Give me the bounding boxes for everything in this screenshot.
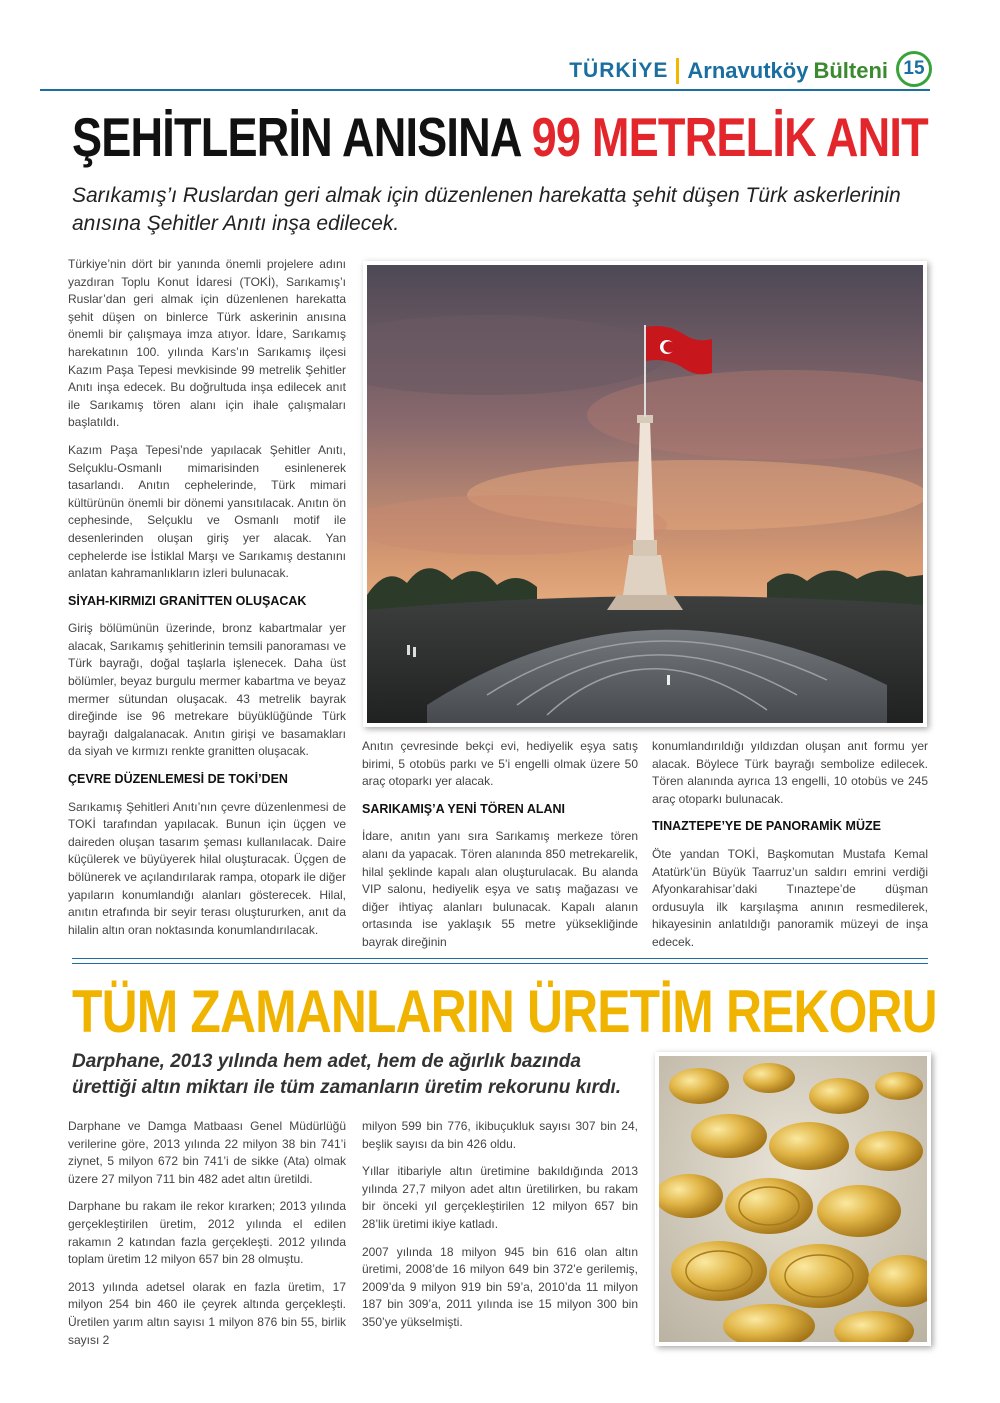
paragraph: Anıtın çevresinde bekçi evi, hediyelik eşya satış birimi, 5 otobüs parkı ve 5’i engelli olmak üzere 50 araç otoparkı yer alacak.: [362, 739, 638, 789]
paragraph: Sarıkamış Şehitleri Anıtı’nın çevre düzenlenmesi de TOKİ tarafından yapılacak. Bunun için üçgen ve daireden oluşan tasarım şeması kullanılacak. Daire küçülerek ve büyüyerek hilal oluşturacak. Üçgen de bölünerek ve açılandırılarak rampa, otopark ile diğer yapıların konumlandığı alanları gösterecek. Hilal, anıtın etrafında bir seyir terası oluştururken, anıt da hilalin altın oran noktasında konumlandırılacak.: [68, 799, 346, 937]
subheading: SARIKAMIŞ’A YENİ TÖREN ALANI: [362, 801, 566, 816]
article1-title: [72, 106, 928, 168]
paragraph: 2013 yılında adetsel olarak en fazla üretim, 17 milyon 254 bin 460 ile çeyrek altında gerçekleşti. Üretilen yarım altın sayısı 1 milyon 876 bin 55, birlik sayısı 2: [68, 1279, 346, 1347]
paragraph: Türkiye’nin dört bir yanında önemli projelere adını yazdıran Toplu Konut İdaresi (TOKİ), Sarıkamış’ı Ruslar’dan geri almak için düzenlenen harekatta şehit düşen on binlerce Türk askerinin anısına önemli bir çalışmaya imza atıyor. İdare, Sarıkamış harekatının 100. yılında Kars’ın Sarıkamış ilçesi Kazım Paşa Tepesi mevkisinde 99 metrelik Şehitler Anıtı inşa edecek. Bu doğrultuda inşa edilecek anıt ile Sarıkamış tören alanı için ihale çalışmaları başlatıldı.: [68, 257, 346, 430]
paragraph: Kazım Paşa Tepesi’nde yapılacak Şehitler Anıtı, Selçuklu-Osmanlı mimarisinden esinlenerek tasarlandı. Anıtın cephelerinde, Türk mimari kültürünün önemli bir dönemi yansıtılacak. Anıtın ön cephesinde, Selçuklu ve Osmanlı motif ile desenlerinden oluşan giriş yer alacak. Yan cephelerde ise İstiklal Marşı ve Sarıkamış destanını anlatan kahramanlıkların izleri bulunacak.: [68, 442, 346, 581]
article1-column-3: [652, 738, 928, 962]
paragraph: konumlandırıldığı yıldızdan oluşan anıt formu yer alacak. Böylece Türk bayrağı sembolize edilecek. Tören alanında ayrıca 13 engelli, 10 otobüs ve 245 araç otoparkı bulunacak.: [652, 739, 928, 806]
article1-title-black: ŞEHİTLERİN ANISINA: [72, 106, 520, 168]
article-divider: [72, 958, 928, 964]
paragraph: Darphane ve Damga Matbaası Genel Müdürlüğü verilerine göre, 2013 yılında 22 milyon 38 bin 741’i ziynet, 5 milyon 672 bin 741’i de sikke (Ata) olmak üzere 27 milyon 711 bin 482 adet altın üretildi.: [68, 1119, 346, 1186]
article1-title-red: 99 METRELİK ANIT: [531, 106, 928, 168]
paragraph: İdare, anıtın yanı sıra Sarıkamış merkeze tören alanı da yapacak. Tören alanında 850 metrekarelik, hilal şeklinde kapalı alan oluşturulacak. Bu alanda VIP salonu, hediyelik eşya ve satış mağazası ve diğer ihtiyaç alanları bulunacak. Kapalı alanın ortasında ise yaklaşık 55 metre yüksekliğinde bayrak direğinin: [362, 829, 638, 949]
header-separator: [676, 58, 679, 84]
article1-column-2: [362, 738, 638, 962]
brand-name-part1: Arnavutköy: [687, 58, 809, 83]
article1-lead: Sarıkamış’ı Ruslardan geri almak için düzenlenen harekatta şehit düşen Türk askerlerinin anısına Şehitler Anıtı inşa edilecek.: [72, 184, 901, 235]
brand-name-part2: Bülteni: [813, 58, 888, 83]
subheading: SİYAH-KIRMIZI GRANİTTEN OLUŞACAK: [68, 593, 307, 608]
page-header: [569, 52, 888, 90]
paragraph: Yıllar itibariyle altın üretimine bakıldığında 2013 yılında 27,7 milyon adet altın üretilirken, bu rakam bir önceki yıl gerçekleştirilen 12 milyon 657 bin 28’lik üretimi ikiye katladı.: [362, 1164, 638, 1231]
paragraph: milyon 599 bin 776, ikibuçukluk sayısı 307 bin 24, beşlik sayısı da bin 426 oldu.: [362, 1119, 638, 1151]
paragraph: Darphane bu rakam ile rekor kırarken; 2013 yılında gerçekleştirilen üretim, 2012 yılında el edilen rakamın 2 katından fazla gerçekleşti. 2012 yılında toplam üretim 12 milyon 657 bin 28 olmuştu.: [68, 1199, 346, 1267]
header-rule: [40, 89, 930, 91]
article2-lead: Darphane, 2013 yılında hem adet, hem de ağırlık bazında ürettiği altın miktarı ile tüm zamanların üretim rekorunu kırdı.: [72, 1051, 622, 1098]
subheading: TINAZTEPE’YE DE PANORAMİK MÜZE: [652, 819, 881, 834]
subheading: ÇEVRE DÜZENLEMESİ DE TOKİ’DEN: [68, 772, 288, 787]
paragraph: Öte yandan TOKİ, Başkomutan Mustafa Kemal Atatürk’ün Büyük Taarruz’un saldırı emrini verdiği Afyonkarahisar’daki Tınaztepe’de düşman ordusuyla ilk karşılaşma anının resmedilerek, hikayesinin anlatıldığı panoramik müzeyi de inşa edecek.: [652, 846, 928, 949]
article1-column-1: [68, 256, 346, 949]
monument-photo: [363, 261, 927, 727]
gold-coins-illustration: [659, 1056, 927, 1342]
paragraph: Giriş bölümünün üzerinde, bronz kabartmalar yer alacak, Sarıkamış şehitlerinin temsili panoraması ve Türk bayrağı, doğal taşlarla işlenecek. Daha üst bölümler, beyaz burgulu mermer kabartma ve beyaz mermer sütundan oluşacak. 43 metrelik bayrak direğinde ise 96 metrekare büyüklüğünde Türk bayrağı dalgalanacak. Anıtın girişi ve basamakları da siyah ve kırmızı renkte granitten oluşacak.: [68, 621, 346, 759]
section-label: TÜRKİYE: [569, 59, 669, 82]
article2-title: TÜM ZAMANLARIN ÜRETİM REKORU: [72, 978, 937, 1045]
gold-coins-photo: [655, 1052, 931, 1346]
article2-column-1: [68, 1118, 346, 1359]
monument-illustration: [367, 265, 923, 723]
article2-column-2: [362, 1118, 638, 1342]
page-number: 15: [896, 51, 932, 87]
paragraph: 2007 yılında 18 milyon 945 bin 616 olan altın üretimi, 2008’de 16 milyon 649 bin 372’e gerilemiş, 2009’da 9 milyon 919 bin 59’a, 2010’da 11 milyon 187 bin 309’a, 2011 yılında ise 15 milyon 300 bin 350’ye yükselmişti.: [362, 1244, 638, 1329]
